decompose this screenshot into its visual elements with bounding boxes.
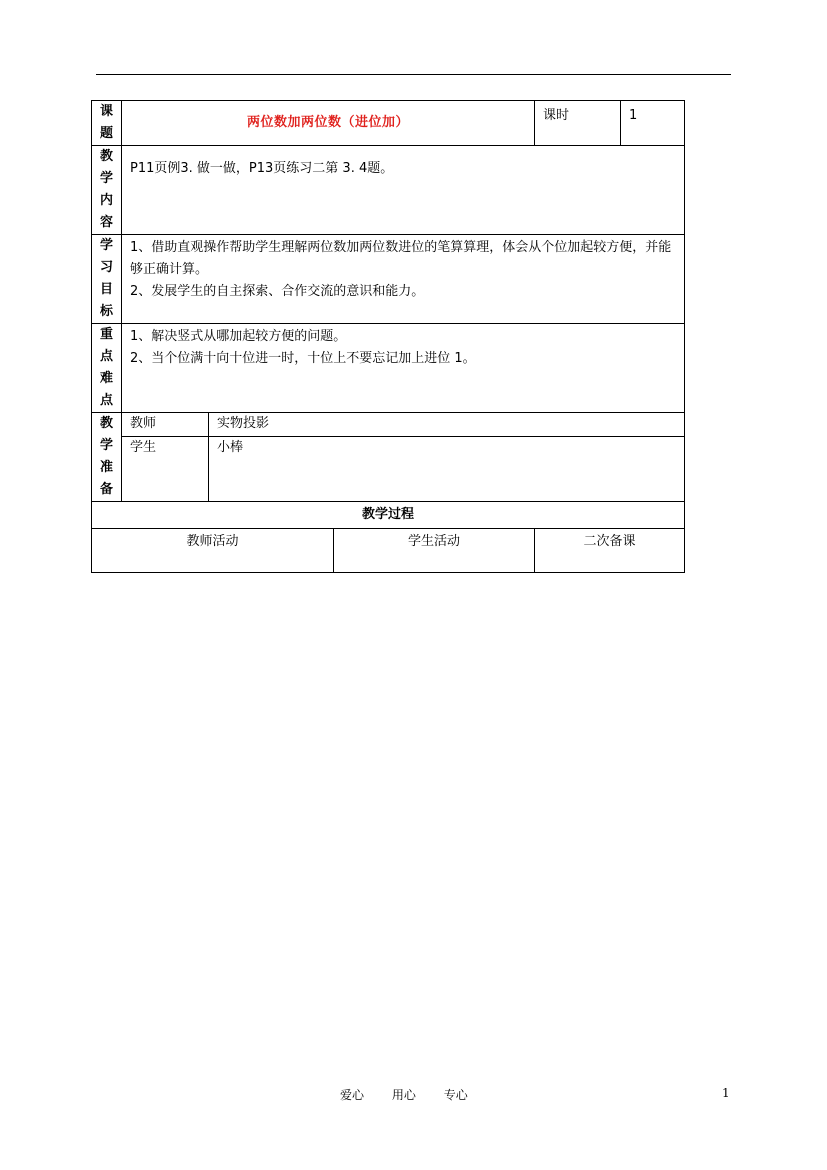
footer-motto: 专心 [443, 1088, 468, 1102]
key-point-item: 1、解决竖式从哪加起较方便的问题。 [130, 329, 347, 344]
key-points [122, 324, 685, 413]
title-row [92, 101, 685, 146]
goal-item: 2、发展学生的自主探索、合作交流的意识和能力。 [130, 284, 425, 299]
key-points-row [92, 324, 685, 413]
lesson-title: 两位数加两位数（进位加） [122, 101, 535, 146]
lesson-plan-table [91, 100, 685, 573]
second-prep-header: 二次备课 [535, 529, 685, 573]
content-label: 教 学 内 容 [92, 146, 122, 235]
process-columns-row [92, 529, 685, 573]
footer-mottos [340, 1086, 492, 1103]
prep-row-teacher [92, 413, 685, 437]
header-rule [96, 74, 731, 75]
page-number: 1 [722, 1086, 730, 1100]
learning-goals [122, 235, 685, 324]
footer-motto: 爱心 [340, 1088, 365, 1102]
title-label: 课 题 [92, 101, 122, 146]
prep-row-student [92, 436, 685, 501]
goal-item: 1、借助直观操作帮助学生理解两位数加两位数进位的笔算算理，体会从个位加起较方便，并能够正确计算。 [130, 240, 672, 277]
prep-label: 教 学 准 备 [92, 413, 122, 502]
process-heading-row [92, 502, 685, 529]
teaching-content: P11页例3. 做一做，P13页练习二第 3. 4题。 [122, 146, 685, 235]
content-row [92, 146, 685, 235]
footer-motto: 用心 [391, 1088, 416, 1102]
key-point-item: 2、当个位满十向十位进一时，十位上不要忘记加上进位 1。 [130, 351, 476, 366]
key-points-label: 重 点 难 点 [92, 324, 122, 413]
prep-role: 学生 [122, 436, 209, 501]
goals-label: 学 习 目 标 [92, 235, 122, 324]
teacher-activity-header: 教师活动 [92, 529, 334, 573]
period-value: 1 [621, 101, 685, 146]
prep-item: 实物投影 [209, 413, 685, 437]
prep-role: 教师 [122, 413, 209, 437]
goals-row [92, 235, 685, 324]
student-activity-header: 学生活动 [334, 529, 535, 573]
prep-item: 小棒 [209, 436, 685, 501]
period-label: 课时 [535, 101, 621, 146]
process-heading: 教学过程 [92, 502, 685, 529]
